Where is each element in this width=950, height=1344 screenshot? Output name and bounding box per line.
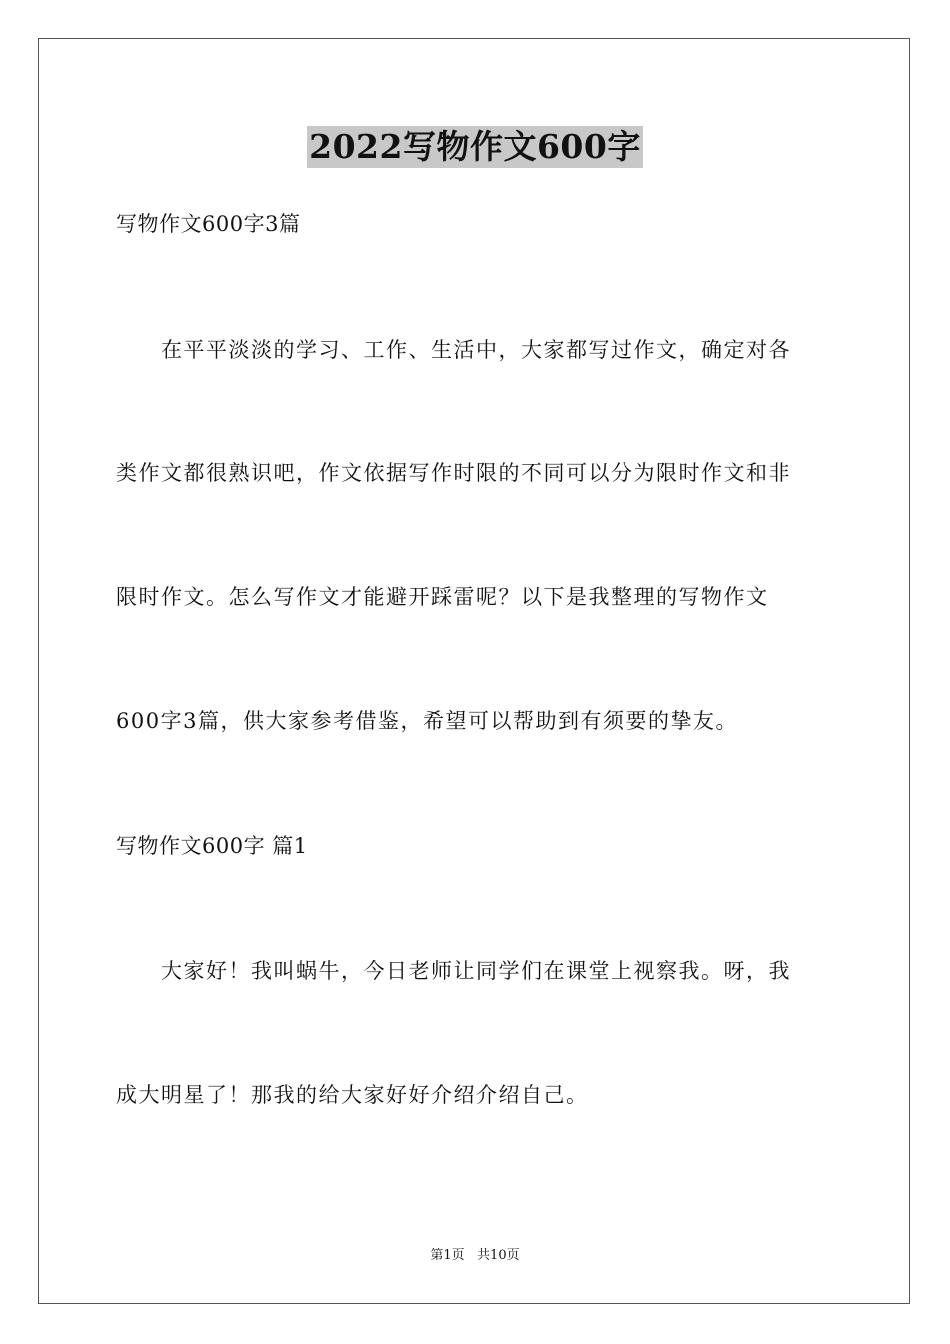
- page-footer: 第1页 共10页: [430, 1248, 520, 1263]
- document-subtitle: 写物作文600字3篇: [116, 212, 301, 236]
- section-heading: 写物作文600字 篇1: [116, 834, 308, 858]
- intro-line-1: 在平平淡淡的学习、工作、生活中，大家都写过作文，确定对各: [116, 338, 791, 362]
- section-line-1: 大家好！我叫蜗牛，今日老师让同学们在课堂上视察我。呀，我: [116, 959, 791, 983]
- title-container: [0, 126, 950, 168]
- section-line-2: 成大明星了！那我的给大家好好介绍介绍自己。: [116, 1083, 589, 1107]
- intro-line-2: 类作文都很熟识吧，作文依据写作时限的不同可以分为限时作文和非: [116, 461, 791, 485]
- intro-line-4: 600字3篇，供大家参考借鉴，希望可以帮助到有须要的挚友。: [116, 709, 738, 733]
- intro-line-3: 限时作文。怎么写作文才能避开踩雷呢？以下是我整理的写物作文: [116, 585, 769, 609]
- document-title: 2022写物作文600字: [309, 127, 641, 166]
